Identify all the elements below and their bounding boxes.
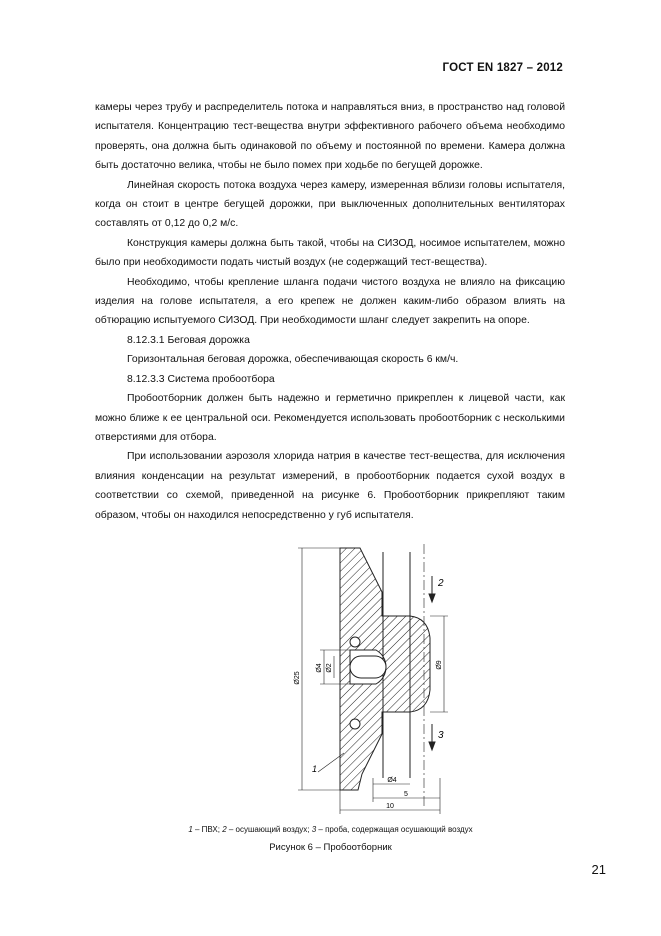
legend-text-1: – ПВХ; bbox=[192, 825, 223, 834]
legend-text-3: – проба, содержащая осушающий воздух bbox=[316, 825, 473, 834]
label-dim-5: 5 bbox=[404, 791, 408, 798]
callout-1: 1 bbox=[312, 764, 318, 774]
label-d25: Ø25 bbox=[294, 671, 301, 685]
paragraph: Линейная скорость потока воздуха через камеру, измеренная вблизи головы испытателя, когда он стоит в центре бегущей дорожки, при выключенных дополнительных вентиляторах составлять от 0,12 до 0,2 м/с. bbox=[95, 179, 565, 230]
legend-num-1: 1 bbox=[188, 825, 193, 834]
label-dim-10: 10 bbox=[386, 803, 394, 810]
section-heading-treadmill: 8.12.3.1 Беговая дорожка bbox=[127, 334, 250, 346]
document-header: ГОСТ EN 1827 – 2012 bbox=[442, 62, 563, 74]
label-d9: Ø9 bbox=[436, 660, 443, 670]
sampler-drawing bbox=[280, 538, 480, 818]
paragraph: Необходимо, чтобы крепление шланга подачи чистого воздуха не влияло на фиксацию изделия на голове испытателя, а его крепеж не должен каким-либо образом влиять на обтюрацию испытуемого СИЗОД. При необходимости шланг следует закрепить на опоре. bbox=[95, 276, 565, 327]
section-heading-sampling: 8.12.3.3 Система пробоотбора bbox=[127, 373, 275, 385]
paragraph: Горизонтальная беговая дорожка, обеспечивающая скорость 6 км/ч. bbox=[127, 354, 459, 366]
body-text bbox=[95, 98, 565, 525]
figure-legend bbox=[0, 825, 661, 834]
paragraph: Пробоотборник должен быть надежно и герметично прикреплен к лицевой части, как можно ближе к ее центральной оси. Рекомендуется использовать пробоотборник с несколькими отверстиями для отбора. bbox=[95, 393, 565, 443]
figure-caption: Рисунок 6 – Пробоотборник bbox=[269, 842, 392, 853]
paragraph: При использовании аэрозоля хлорида натрия в качестве тест-вещества, для исключения влияния конденсации на результат измерений, в пробоотборник подается сухой воздух в соответствии со схемой, приведенной на рисунке 6. Пробоотборник прикрепляют таким образом, чтобы он находился непосредственно у губ испытателя. bbox=[95, 451, 565, 521]
arrow-label-2: 2 bbox=[438, 578, 444, 589]
label-d4-left: Ø4 bbox=[316, 663, 323, 673]
legend-num-2: 2 bbox=[222, 825, 227, 834]
arrow-label-3: 3 bbox=[438, 730, 444, 741]
paragraph: камеры через трубу и распределитель потока и направляться вниз, в пространство над головой испытателя. Концентрацию тест-вещества внутри эффективного рабочего объема необходимо проверять, она должна быть одинаковой по объему и постоянной по времени. Камера должна быть достаточно велика, чтобы не было помех при ходьбе по бегущей дорожке. bbox=[95, 102, 565, 172]
page-number: 21 bbox=[591, 862, 606, 877]
label-d4-bottom: Ø4 bbox=[387, 777, 397, 784]
paragraph: Конструкция камеры должна быть такой, чтобы на СИЗОД, носимое испытателем, можно было при необходимости подать чистый воздух (не содержащий тест-вещества). bbox=[95, 237, 565, 269]
label-d2: Ø2 bbox=[326, 663, 333, 673]
legend-text-2: – осушающий воздух; bbox=[226, 825, 312, 834]
legend-num-3: 3 bbox=[311, 825, 317, 834]
